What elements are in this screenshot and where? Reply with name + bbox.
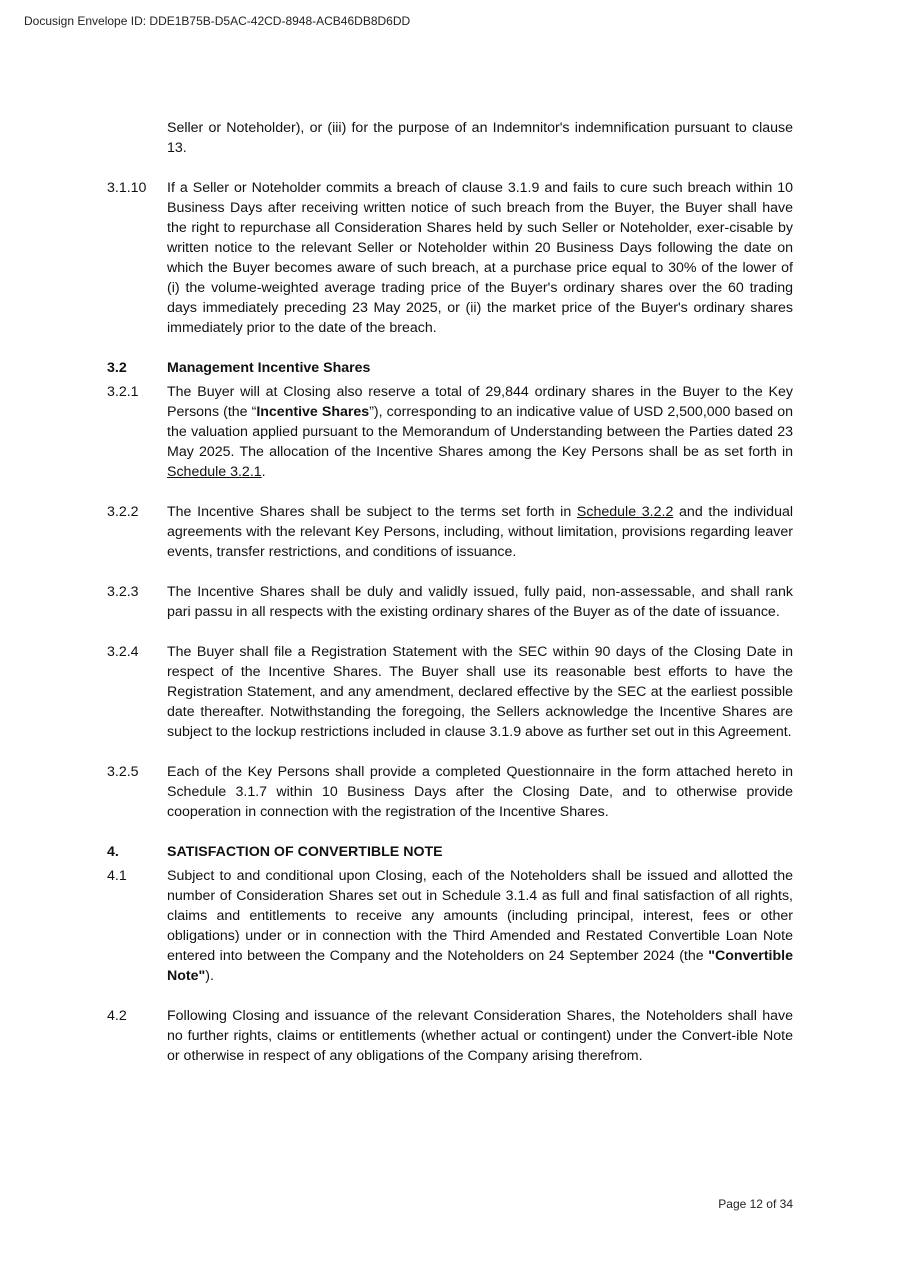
clause-4-2 (107, 1006, 793, 1066)
text-segment: ). (205, 968, 214, 984)
clause-number: 3.2.2 (107, 504, 139, 520)
section-number: 3.2 (107, 360, 127, 376)
text-segment: The Buyer will at Closing also reserve a total of 29,844 ordinary shares in the Buyer to the Key Persons (the “ (167, 384, 793, 420)
clause-number: 3.2.4 (107, 644, 139, 660)
clause-number: 3.2.5 (107, 764, 139, 780)
schedule-reference: Schedule 3.2.1 (167, 464, 262, 480)
clause-text (167, 502, 793, 562)
clause-number: 3.2.3 (107, 584, 139, 600)
clause-text (167, 382, 793, 482)
clause-4-1 (107, 866, 793, 986)
clause-3-2-5 (107, 762, 793, 822)
text-segment: ”), corresponding to an indicative value of USD 2,500,000 based on the valuation applied pursuant to the Memorandum of Understanding between the Parties dated 23 May 2025. The allocation of the Incentive Shares among the Key Persons shall be as set forth in (167, 404, 793, 460)
clause-text: If a Seller or Noteholder commits a breach of clause 3.1.9 and fails to cure such breach within 10 Business Days after receiving written notice of such breach from the Buyer, the Buyer shall have the right to repurchase all Consideration Shares held by such Seller or Noteholder, exer-cisable by written notice to the relevant Seller or Noteholder within 20 Business Days following the date on which the Buyer becomes aware of such breach, at a purchase price equal to 30% of the lower of (i) the volume-weighted average trading price of the Buyer's ordinary shares over the 60 trading days immediately preceding 23 May 2025, or (ii) the market price of the Buyer's ordinary shares immediately prior to the date of the breach. (167, 180, 793, 336)
clause-number: 3.2.1 (107, 384, 139, 400)
clause-number: 3.1.10 (107, 180, 147, 196)
text-segment: . (261, 464, 266, 480)
section-heading-3-2 (107, 358, 793, 378)
section-title: SATISFACTION OF CONVERTIBLE NOTE (167, 844, 443, 860)
clause-text (167, 866, 793, 986)
clause-number: 4.1 (107, 868, 127, 884)
docusign-envelope-id: Docusign Envelope ID: DDE1B75B-D5AC-42CD-8948-ACB46DB8D6DD (24, 14, 411, 28)
clause-text: The Buyer shall file a Registration Statement with the SEC within 90 days of the Closing Date in respect of the Incentive Shares. The Buyer shall use its reasonable best efforts to have the Registration Statement, and any amendment, declared effective by the SEC at the earliest possible date thereafter. Notwithstanding the foregoing, the Sellers acknowledge the Incentive Shares are subject to the lockup restrictions included in clause 3.1.9 above as further set out in this Agreement. (167, 644, 793, 740)
section-number: 4. (107, 844, 119, 860)
clause-text: Each of the Key Persons shall provide a completed Questionnaire in the form attached hereto in Schedule 3.1.7 within 10 Business Days after the Closing Date, and to otherwise provide cooperation in connection with the registration of the Incentive Shares. (167, 764, 793, 820)
continued-paragraph: Seller or Noteholder), or (iii) for the purpose of an Indemnitor's indemnification pursuant to clause 13. (167, 120, 793, 156)
clause-3-1-10 (107, 178, 793, 338)
clause-3-2-3 (107, 582, 793, 622)
defined-term: Incentive Shares (256, 404, 370, 420)
clause-3-2-2 (107, 502, 793, 562)
clause-3-2-1 (107, 382, 793, 482)
text-segment: The Incentive Shares shall be subject to the terms set forth in (167, 504, 577, 520)
schedule-reference: Schedule 3.2.2 (576, 504, 674, 520)
clause-text: Following Closing and issuance of the relevant Consideration Shares, the Noteholders shall have no further rights, claims or entitlements (whether actual or contingent) under the Convert-ible Note or otherwise in respect of any obligations of the Company arising therefrom. (167, 1008, 793, 1064)
clause-text: The Incentive Shares shall be duly and validly issued, fully paid, non-assessable, and shall rank pari passu in all respects with the existing ordinary shares of the Buyer as of the date of issuance. (167, 584, 793, 620)
text-segment: and the individual agreements with the relevant Key Persons, including, without limitation, provisions regarding leaver events, transfer restrictions, and conditions of issuance. (167, 504, 793, 560)
section-title: Management Incentive Shares (167, 360, 371, 376)
clause-number: 4.2 (107, 1008, 127, 1024)
clause-3-2-4 (107, 642, 793, 742)
defined-term: "Convertible Note" (167, 948, 793, 984)
section-heading-4 (107, 842, 793, 862)
page-number: Page 12 of 34 (718, 1197, 793, 1211)
text-segment: Subject to and conditional upon Closing, each of the Noteholders shall be issued and allotted the number of Consideration Shares set out in Schedule 3.1.4 as full and final satisfaction of all rights, claims and entitlements to receive any amounts (including principal, interest, fees or other obligations) under or in connection with the Third Amended and Restated Convertible Loan Note entered into between the Company and the Noteholders on 24 September 2024 (the (167, 868, 793, 964)
document-body (107, 118, 793, 1086)
